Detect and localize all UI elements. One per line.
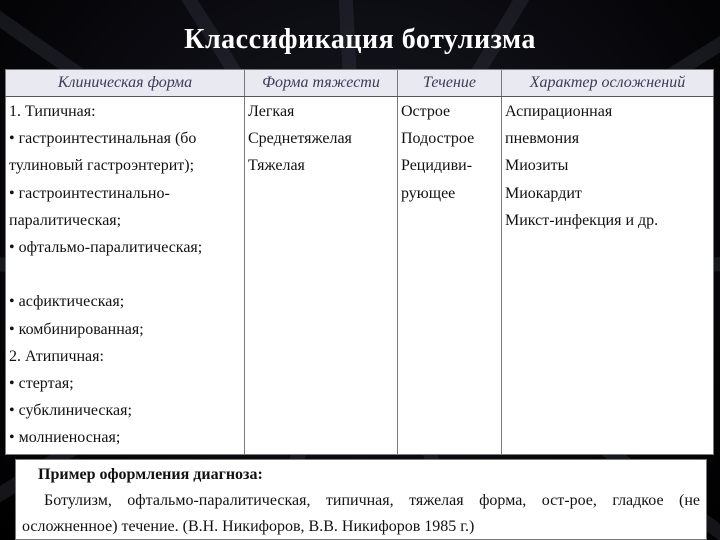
example-text: Ботулизм, офтальмо-паралитическая, типичная, тяжелая форма, ост-рое, гладкое (не осложненное) течение. (В.Н. Никифоров, В.В. Никифоров 1985 г.): [22, 492, 700, 535]
header-clinical-form: Клиническая форма: [6, 70, 245, 97]
cell-course: Острое Подострое Рецидиви- рующее: [398, 97, 502, 455]
classification-table: [5, 69, 714, 455]
header-complications: Характер осложнений: [502, 70, 714, 97]
slide-title: Классификация ботулизма: [184, 24, 536, 55]
cell-clinical-form: 1. Типичная: • гастроинтестинальная (бо тулиновый гастроэнтерит); • гастроинтестинально- паралитическая; • офтальмо-паралитическая; • асфиктическая; • комбинированная; 2. Атипичная: • стертая; • субклиническая; • молниеносная;: [6, 97, 245, 455]
header-severity: Форма тяжести: [245, 70, 398, 97]
example-heading: Пример оформления диагноза:: [38, 466, 263, 483]
cell-complications: Аспирационная пневмония Миозиты Миокардит Микст-инфекция и др.: [502, 97, 714, 455]
header-course: Течение: [398, 70, 502, 97]
table-header-row: [6, 70, 714, 97]
cell-severity: Легкая Среднетяжелая Тяжелая: [245, 97, 398, 455]
table-row: [6, 97, 714, 455]
diagnosis-example-box: [15, 459, 707, 540]
